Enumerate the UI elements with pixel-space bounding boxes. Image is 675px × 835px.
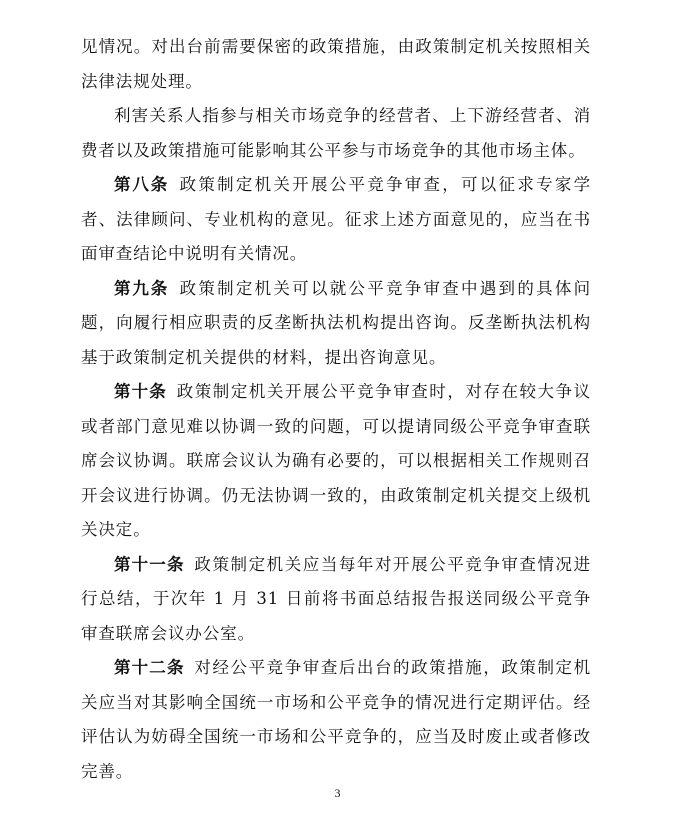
paragraph — [81, 375, 591, 548]
paragraph-text: 政策制定机关开展公平竞争审查，可以征求专家学者、法律顾问、专业机构的意见。征求上述方面意见的，应当在书面审查结论中说明有关情况。 — [81, 175, 591, 263]
article-number: 第十二条 — [114, 658, 185, 677]
paragraph — [81, 99, 591, 168]
paragraph-text: 见情况。对出台前需要保密的政策措施，由政策制定机关按照相关法律法规处理。 — [81, 37, 591, 91]
article-number: 第十一条 — [114, 554, 185, 574]
article-number: 第八条 — [114, 175, 170, 194]
paragraph — [81, 651, 591, 789]
paragraph-text: 对经公平竞争审查后出台的政策措施，政策制定机关应当对其影响全国统一市场和公平竞争的情况进行定期评估。经评估认为妨碍全国统一市场和公平竞争的，应当及时废止或者修改完善。 — [81, 658, 591, 781]
paragraph-text: 政策制定机关可以就公平竞争审查中遇到的具体问题，向履行相应职责的反垄断执法机构提出咨询。反垄断执法机构基于政策制定机关提供的材料，提出咨询意见。 — [81, 278, 591, 367]
paragraph — [81, 168, 591, 272]
document-body — [81, 30, 591, 789]
paragraph — [81, 548, 591, 652]
paragraph — [81, 272, 591, 376]
article-number: 第九条 — [114, 278, 170, 298]
paragraph-text: 政策制定机关开展公平竞争审查时，对存在较大争议或者部门意见难以协调一致的问题，可以提请同级公平竞争审查联席会议协调。联席会议认为确有必要的，可以根据相关工作规则召开会议进行协调。仍无法协调一致的，由政策制定机关提交上级机关决定。 — [81, 382, 591, 539]
paragraph-text: 利害关系人指参与相关市场竞争的经营者、上下游经营者、消费者以及政策措施可能影响其公平参与市场竞争的其他市场主体。 — [81, 106, 591, 160]
paragraph — [81, 30, 591, 99]
article-number: 第十条 — [114, 382, 167, 401]
page-number: 3 — [334, 786, 341, 800]
paragraph-text: 政策制定机关应当每年对开展公平竞争审查情况进行总结，于次年 1 月 31 日前将书面总结报告报送同级公平竞争审查联席会议办公室。 — [81, 554, 591, 643]
